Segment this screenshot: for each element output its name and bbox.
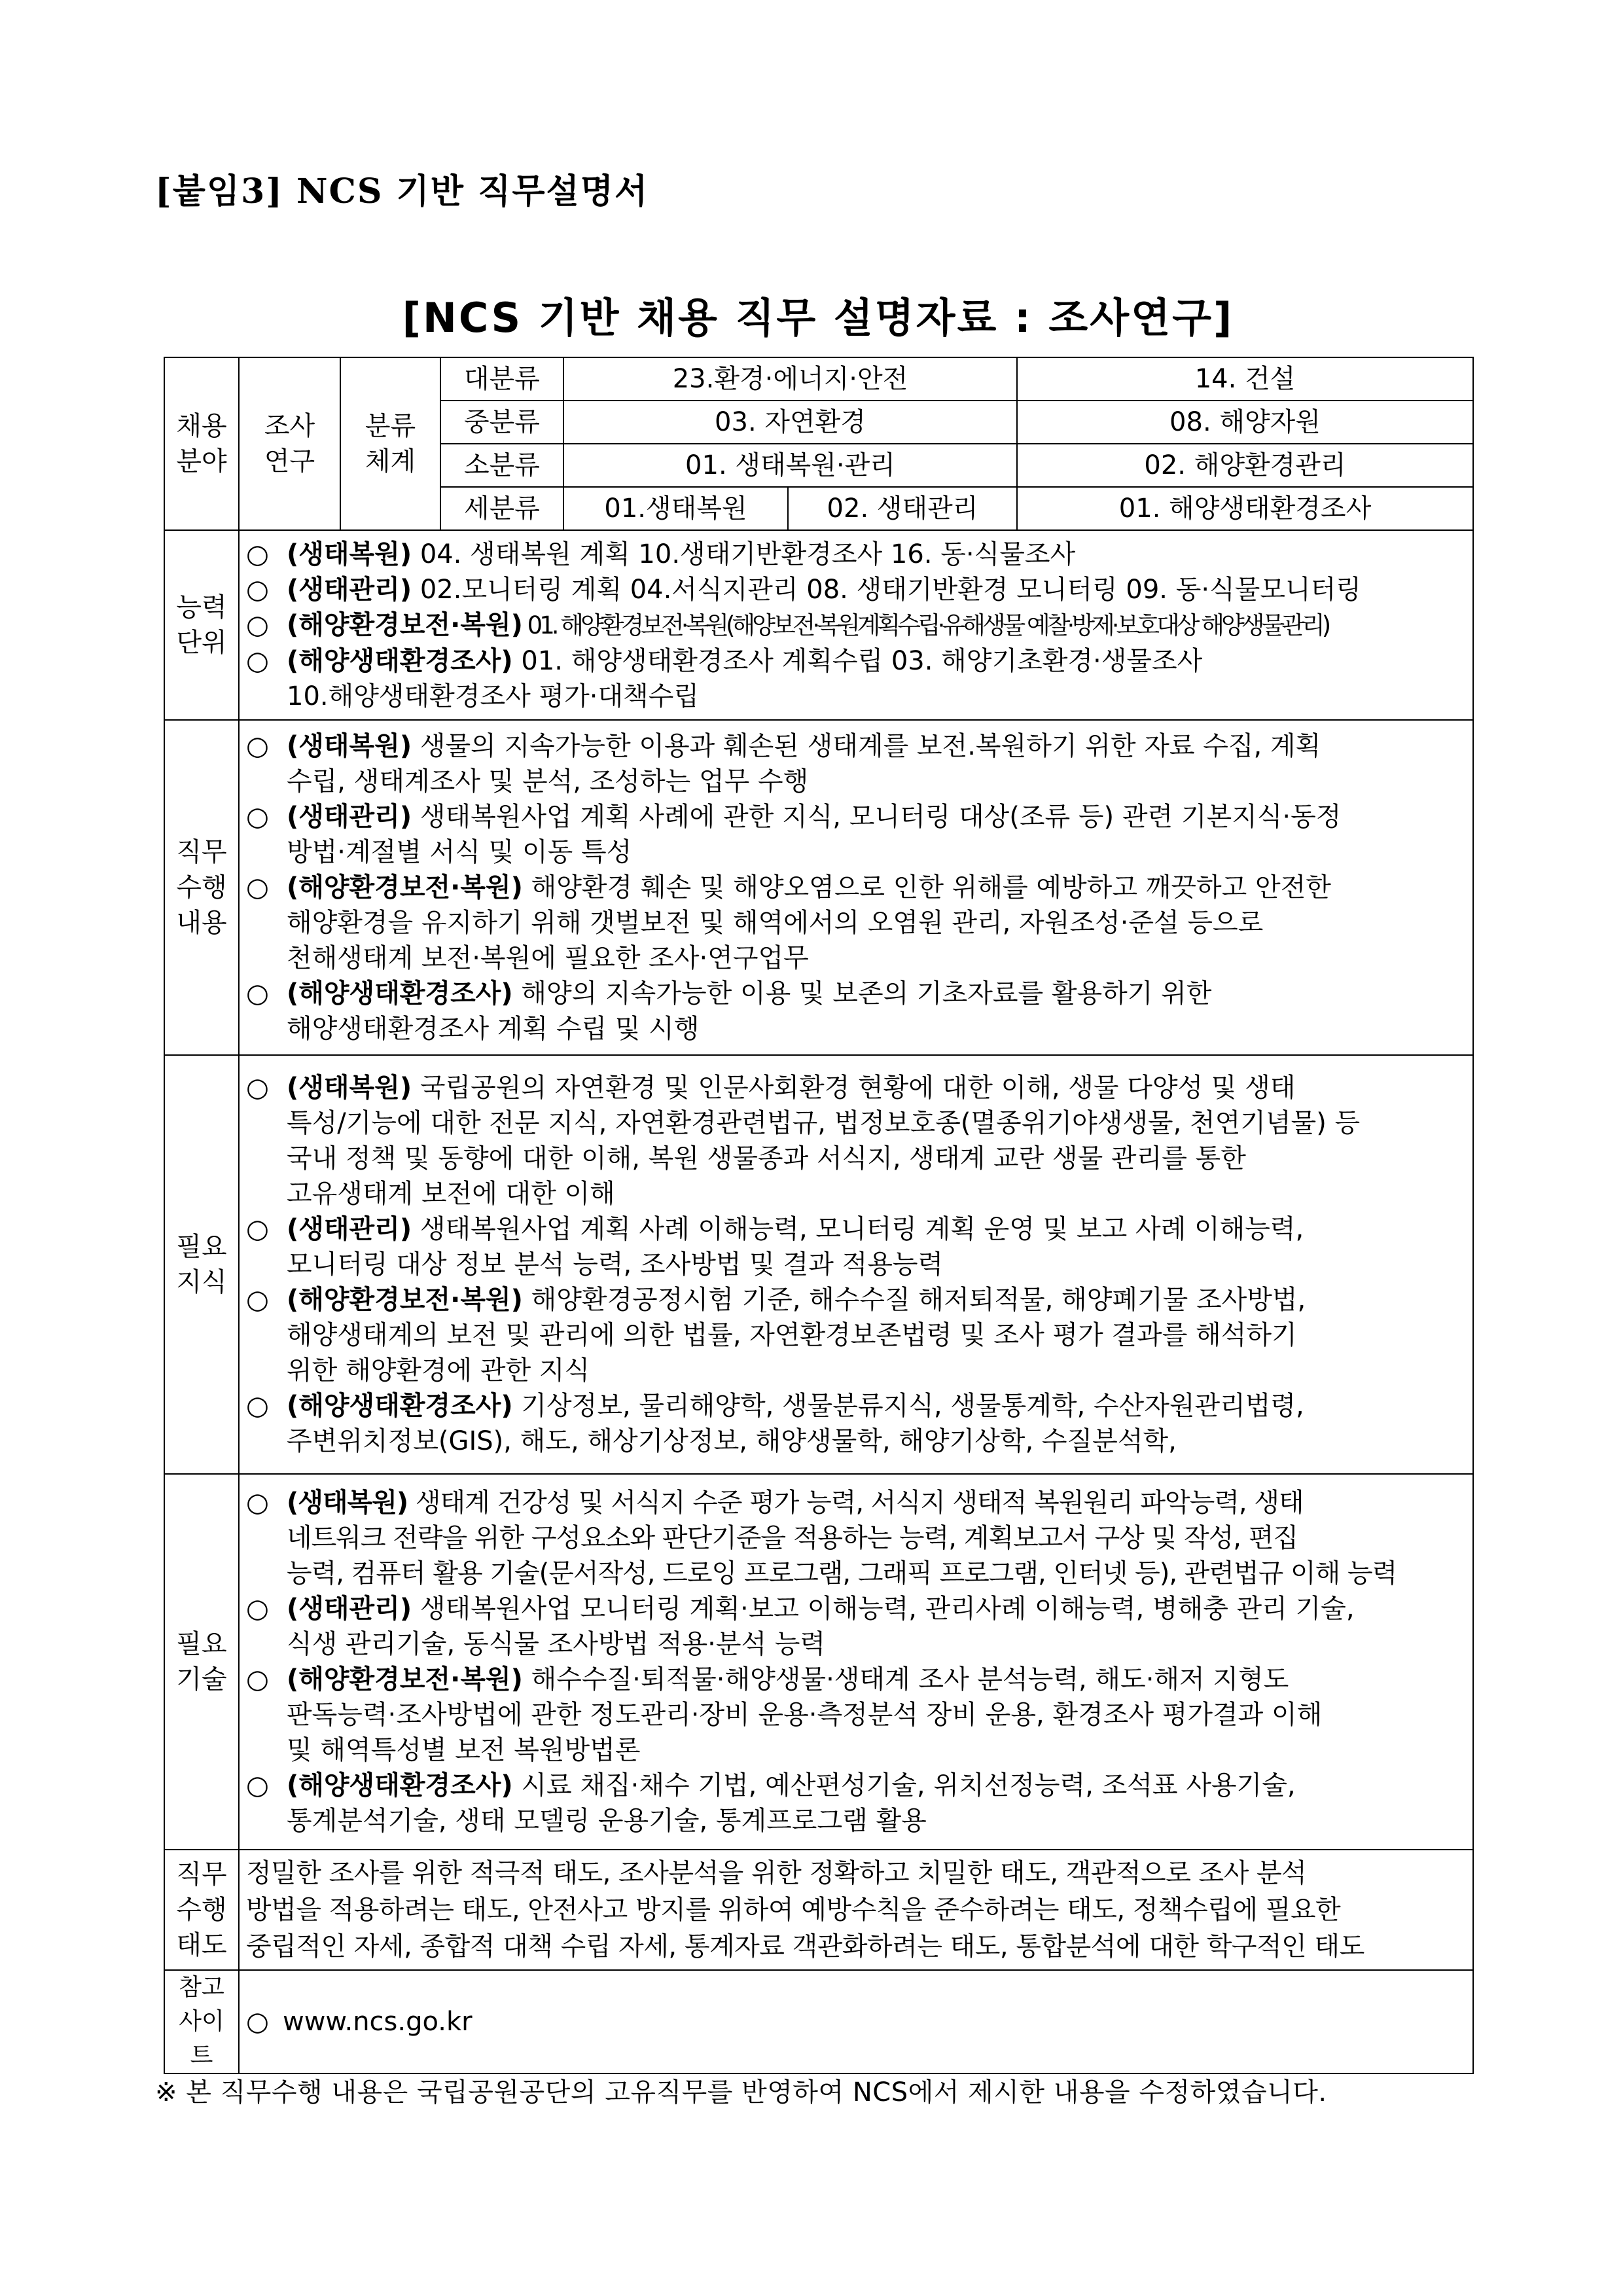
circle-bullet-icon: ○ bbox=[246, 1073, 269, 1103]
attitude-text: 정밀한 조사를 위한 적극적 태도, 조사분석을 위한 정확하고 치밀한 태도, 객관적으로 조사 분석 방법을 적용하려는 태도, 안전사고 방지를 위하여 예방수칙을 준수하려는 태도, 정책수립에 필요한 중립적인 자세, 종합적 대책 수립 자세, 통계자료 객관화하려는 태도, 통합분석에 대한 학구적인 태도 bbox=[246, 1858, 1364, 1962]
ability-units-content bbox=[239, 530, 1473, 720]
middle-category-label: 중분류 bbox=[440, 401, 563, 444]
circle-bullet-icon: ○ bbox=[246, 1594, 269, 1624]
list-item: ○ (생태관리) 생태복원사업 계획 사례에 관한 지식, 모니터링 대상(조류 등) 관련 기본지식·동정 방법·계절별 서식 및 이동 특성 bbox=[246, 799, 1466, 870]
knowledge-label: 필요 지식 bbox=[164, 1055, 239, 1474]
list-item: ○ (해양환경보전·복원) 해양환경공정시험 기준, 해수수질 해저퇴적물, 해양폐기물 조사방법, 해양생태계의 보전 및 관리에 의한 법률, 자연환경보존법령 및 조사 평가 결과를 해석하기 위한 해양환경에 관한 지식 bbox=[246, 1282, 1466, 1388]
sub-category-value-1a: 01.생태복원 bbox=[563, 487, 788, 530]
skills-content bbox=[239, 1474, 1473, 1850]
minor-category-label: 소분류 bbox=[440, 444, 563, 487]
job-content-label: 직무 수행 내용 bbox=[164, 720, 239, 1055]
major-category-label: 대분류 bbox=[440, 357, 563, 401]
circle-bullet-icon: ○ bbox=[246, 731, 269, 761]
circle-bullet-icon: ○ bbox=[246, 1391, 269, 1421]
middle-category-value-1: 03. 자연환경 bbox=[563, 401, 1017, 444]
circle-bullet-icon: ○ bbox=[246, 2007, 269, 2037]
list-item: ○ (생태복원) 국립공원의 자연환경 및 인문사회환경 현황에 대한 이해, 생물 다양성 및 생태 특성/기능에 대한 전문 지식, 자연환경관련법규, 법정보호종(멸종위기야생생물, 천연기념물) 등 국내 정책 및 동향에 대한 이해, 복원 생물종과 서식지, 생태계 교란 생물 관리를 통한 고유생태계 보전에 대한 이해 bbox=[246, 1070, 1466, 1211]
list-item: ○ (생태복원) 생태계 건강성 및 서식지 수준 평가 능력, 서식지 생태적 복원원리 파악능력, 생태 네트워크 전략을 위한 구성요소와 판단기준을 적용하는 능력, 계획보고서 구상 및 작성, 편집 능력, 컴퓨터 활용 기술(문서작성, 드로잉 프로그램, 그래픽 프로그램, 인터넷 등), 관련법규 이해 능력 bbox=[246, 1485, 1466, 1591]
system-label: 분류 체계 bbox=[340, 357, 440, 530]
sub-category-value-1b: 02. 생태관리 bbox=[788, 487, 1017, 530]
list-item: ○ (해양생태환경조사) 시료 채집·채수 기법, 예산편성기술, 위치선정능력, 조석표 사용기술, 통계분석기술, 생태 모델링 운용기술, 통계프로그램 활용 bbox=[246, 1768, 1466, 1839]
job-label: 조사 연구 bbox=[239, 357, 340, 530]
footnote: ※ 본 직무수행 내용은 국립공원공단의 고유직무를 반영하여 NCS에서 제시한 내용을 수정하였습니다. bbox=[155, 2077, 1327, 2108]
list-item: ○ (해양환경보전·복원) 해수수질·퇴적물·해양생물·생태계 조사 분석능력, 해도·해저 지형도 판독능력·조사방법에 관한 정도관리·장비 운용·측정분석 장비 운용, 환경조사 평가결과 이해 및 해역특성별 보전 복원방법론 bbox=[246, 1662, 1466, 1768]
major-category-value-2: 14. 건설 bbox=[1017, 357, 1473, 401]
sub-category-label: 세분류 bbox=[440, 487, 563, 530]
circle-bullet-icon: ○ bbox=[246, 1770, 269, 1801]
minor-category-value-1: 01. 생태복원·관리 bbox=[563, 444, 1017, 487]
list-item: ○ (생태관리) 생태복원사업 계획 사례 이해능력, 모니터링 계획 운영 및 보고 사례 이해능력, 모니터링 대상 정보 분석 능력, 조사방법 및 결과 적용능력 bbox=[246, 1211, 1466, 1282]
list-item: ○ (해양환경보전·복원) 해양환경 훼손 및 해양오염으로 인한 위해를 예방하고 깨끗하고 안전한 해양환경을 유지하기 위해 갯벌보전 및 해역에서의 오염원 관리, 자원조성·준설 등으로 천해생태계 보전·복원에 필요한 조사·연구업무 bbox=[246, 870, 1466, 976]
circle-bullet-icon: ○ bbox=[246, 978, 269, 1009]
circle-bullet-icon: ○ bbox=[246, 802, 269, 832]
circle-bullet-icon: ○ bbox=[246, 645, 269, 676]
circle-bullet-icon: ○ bbox=[246, 1214, 269, 1244]
list-item: ○ (해양생태환경조사) 해양의 지속가능한 이용 및 보존의 기초자료를 활용하기 위한 해양생태환경조사 계획 수립 및 시행 bbox=[246, 976, 1466, 1047]
middle-category-value-2: 08. 해양자원 bbox=[1017, 401, 1473, 444]
reference-content bbox=[239, 1970, 1473, 2073]
job-description-table bbox=[164, 357, 1474, 2074]
sub-category-value-2: 01. 해양생태환경조사 bbox=[1017, 487, 1473, 530]
document-heading: [붙임3] NCS 기반 직무설명서 bbox=[155, 171, 649, 211]
circle-bullet-icon: ○ bbox=[246, 1285, 269, 1315]
skills-label: 필요 기술 bbox=[164, 1474, 239, 1850]
circle-bullet-icon: ○ bbox=[246, 574, 269, 605]
job-content-content bbox=[239, 720, 1473, 1055]
field-label: 채용 분야 bbox=[164, 357, 239, 530]
list-item: ○ (생태복원) 04. 생태복원 계획 10.생태기반환경조사 16. 동·식물조사 bbox=[246, 537, 1466, 572]
list-item: ○ (해양환경보전·복원) 01. 해양환경보전·복원(해양보전·복원계획수립·유해생물 예찰·방제·보호대상 해양생물관리) bbox=[246, 607, 1466, 643]
list-item: ○ (생태관리) 02.모니터링 계획 04.서식지관리 08. 생태기반환경 모니터링 09. 동·식물모니터링 bbox=[246, 572, 1466, 607]
circle-bullet-icon: ○ bbox=[246, 872, 269, 903]
circle-bullet-icon: ○ bbox=[246, 539, 269, 569]
reference-label: 참고 사이트 bbox=[164, 1970, 239, 2073]
list-item: ○ (해양생태환경조사) 기상정보, 물리해양학, 생물분류지식, 생물통계학, 수산자원관리법령, 주변위치정보(GIS), 해도, 해상기상정보, 해양생물학, 해양기상학, 수질분석학, bbox=[246, 1388, 1466, 1459]
table-title: [NCS 기반 채용 직무 설명자료 : 조사연구] bbox=[402, 294, 1234, 342]
circle-bullet-icon: ○ bbox=[246, 609, 269, 640]
list-item: ○ (생태복원) 생물의 지속가능한 이용과 훼손된 생태계를 보전.복원하기 위한 자료 수집, 계획 수립, 생태계조사 및 분석, 조성하는 업무 수행 bbox=[246, 728, 1466, 799]
minor-category-value-2: 02. 해양환경관리 bbox=[1017, 444, 1473, 487]
ability-units-label: 능력 단위 bbox=[164, 530, 239, 720]
knowledge-content bbox=[239, 1055, 1473, 1474]
attitude-label: 직무 수행 태도 bbox=[164, 1850, 239, 1970]
list-item: ○ (해양생태환경조사) 01. 해양생태환경조사 계획수립 03. 해양기초환경·생물조사 10.해양생태환경조사 평가·대책수립 bbox=[246, 643, 1466, 714]
list-item bbox=[246, 2004, 1466, 2039]
reference-link[interactable]: www.ncs.go.kr bbox=[283, 2007, 473, 2037]
major-category-value-1: 23.환경·에너지·안전 bbox=[563, 357, 1017, 401]
circle-bullet-icon: ○ bbox=[246, 1664, 269, 1695]
circle-bullet-icon: ○ bbox=[246, 1488, 268, 1518]
list-item: ○ (생태관리) 생태복원사업 모니터링 계획·보고 이해능력, 관리사례 이해능력, 병해충 관리 기술, 식생 관리기술, 동식물 조사방법 적용·분석 능력 bbox=[246, 1591, 1466, 1662]
attitude-content bbox=[239, 1850, 1473, 1970]
